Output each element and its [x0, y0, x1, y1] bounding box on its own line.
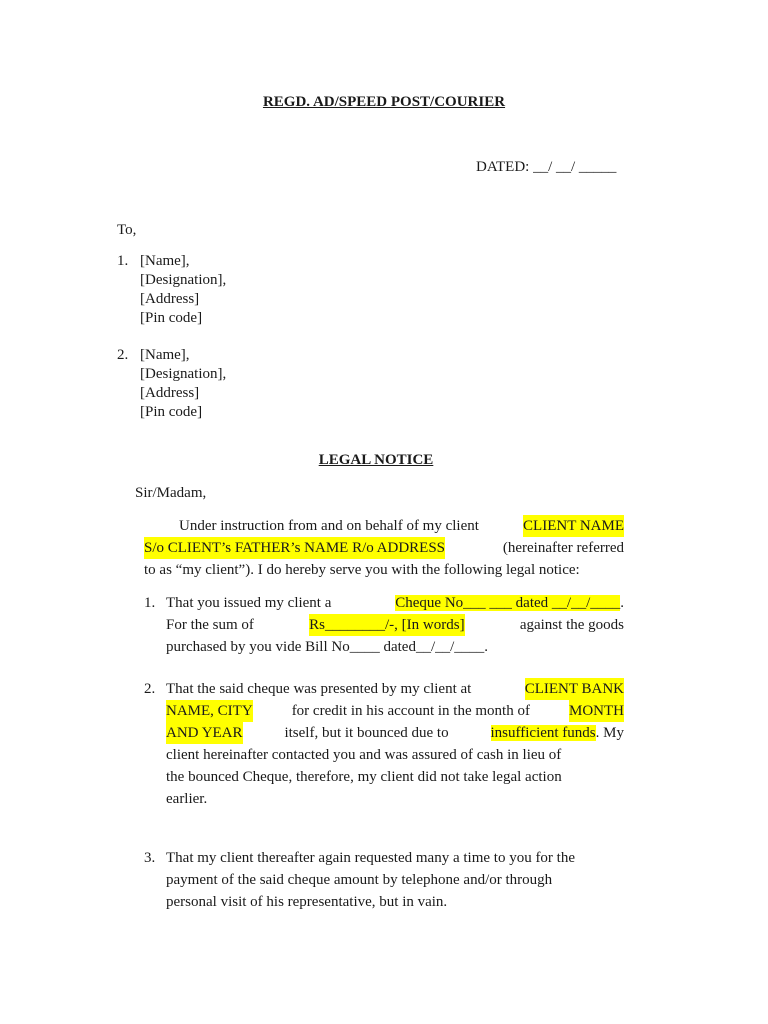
point-text: That my client thereafter again requested many a time to you for the	[166, 850, 576, 866]
bank-city-placeholder: NAME, CITY	[166, 700, 253, 722]
month-placeholder: MONTH	[569, 700, 624, 722]
point-text: earlier.	[166, 791, 208, 807]
notice-title: LEGAL NOTICE	[318, 452, 434, 468]
greeting: Sir/Madam,	[135, 485, 207, 501]
point-text: itself, but it bounced due to	[284, 725, 449, 741]
recipient-address: [Address]	[140, 291, 200, 307]
point-text: personal visit of his representative, but in vain.	[166, 894, 448, 910]
recipient-number: 2.	[117, 347, 129, 363]
insufficient-funds-placeholder: insufficient funds	[490, 725, 596, 741]
year-placeholder: AND YEAR	[166, 722, 243, 744]
to-label: To,	[117, 222, 137, 238]
point-number: 1.	[144, 595, 156, 611]
point-1-paragraph	[166, 592, 624, 658]
intro-text: to as “my client”). I do hereby serve you with the following legal notice:	[144, 562, 580, 578]
client-bank-placeholder: CLIENT BANK	[525, 678, 624, 700]
point-2-paragraph	[166, 678, 624, 810]
dispatch-mode-heading: REGD. AD/SPEED POST/COURIER	[262, 94, 506, 110]
point-number: 3.	[144, 850, 156, 866]
cheque-placeholder: Cheque No___ ___ dated __/__/____	[395, 595, 621, 611]
amount-placeholder: Rs________/-, [In words]	[309, 614, 464, 636]
point-text: for credit in his account in the month of	[291, 703, 530, 719]
recipient-address: [Address]	[140, 385, 200, 401]
point-text: . My	[595, 725, 624, 741]
point-text: For the sum of	[166, 617, 254, 633]
recipient-pin: [Pin code]	[140, 310, 203, 326]
point-text: .	[620, 595, 624, 611]
point-text: purchased by you vide Bill No____ dated__/__/____.	[166, 639, 489, 655]
dated-line: DATED: __/ __/ _____	[476, 159, 617, 175]
recipient-name: [Name],	[140, 253, 190, 269]
point-number: 2.	[144, 681, 156, 697]
recipient-name: [Name],	[140, 347, 190, 363]
point-text: payment of the said cheque amount by telephone and/or through	[166, 872, 553, 888]
point-text: the bounced Cheque, therefore, my client did not take legal action	[166, 769, 562, 785]
recipient-pin: [Pin code]	[140, 404, 203, 420]
recipient-number: 1.	[117, 253, 129, 269]
recipient-designation: [Designation],	[140, 272, 227, 288]
client-name-placeholder: CLIENT NAME	[523, 515, 624, 537]
intro-text: Under instruction from and on behalf of my client	[179, 518, 479, 534]
point-text: client hereinafter contacted you and was assured of cash in lieu of	[166, 747, 562, 763]
recipient-designation: [Designation],	[140, 366, 227, 382]
intro-paragraph	[144, 515, 624, 581]
point-text: That you issued my client a	[166, 595, 332, 611]
point-3-paragraph	[166, 847, 624, 913]
intro-text: (hereinafter referred	[502, 540, 624, 556]
point-text: against the goods	[519, 617, 624, 633]
client-father-address-placeholder: S/o CLIENT’s FATHER’s NAME R/o ADDRESS	[144, 537, 445, 559]
point-text: That the said cheque was presented by my client at	[166, 681, 472, 697]
